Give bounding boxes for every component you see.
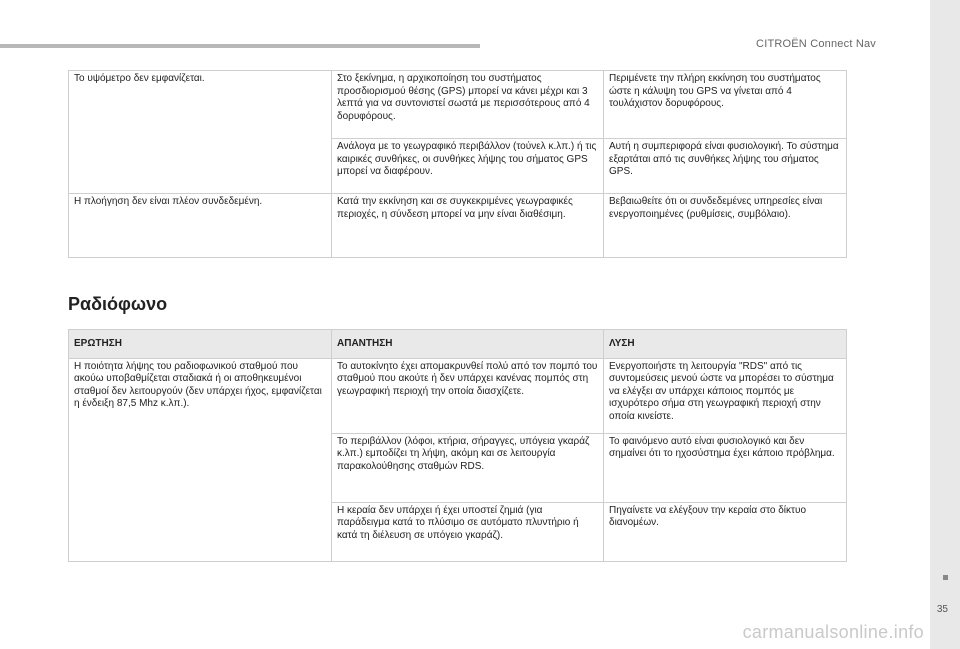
watermark: carmanualsonline.info — [742, 622, 924, 642]
answer-cell: Το αυτοκίνητο έχει απομακρυνθεί πολύ από τον πομπό του σταθμού που ακούτε ή δεν υπάρχει κανένας πομπός στη γεωγραφική περιοχή την οποία διασχίζετε. — [332, 358, 604, 433]
header-question: ΕΡΩΤΗΣΗ — [69, 330, 332, 359]
page-number: 35 — [936, 604, 948, 615]
table-row — [69, 194, 847, 258]
brand-label: CITROËN Connect Nav — [756, 38, 876, 50]
answer-cell: Το περιβάλλον (λόφοι, κτήρια, σήραγγες, υπόγεια γκαράζ κ.λπ.) εμποδίζει τη λήψη, ακόμη και σε λειτουργία παρακολούθησης σταθμών RDS. — [332, 433, 604, 502]
answer-cell: Κατά την εκκίνηση και σε συγκεκριμένες γεωγραφικές περιοχές, η σύνδεση μπορεί να μην είναι διαθέσιμη. — [332, 194, 604, 258]
page-marker-icon — [943, 575, 948, 580]
header-solution: ΛΥΣΗ — [604, 330, 847, 359]
answer-cell: Στο ξεκίνημα, η αρχικοποίηση του συστήματος προσδιορισμού θέσης (GPS) μπορεί να κάνει μέχρι και 3 λεπτά για να συντονιστεί σωστά με περισσότερους από 4 δορυφόρους. — [332, 71, 604, 139]
radio-troubleshooting-table — [68, 329, 847, 562]
question-cell: Το υψόμετρο δεν εμφανίζεται. — [69, 71, 332, 194]
header-answer: ΑΠΑΝΤΗΣΗ — [332, 330, 604, 359]
question-cell: Η ποιότητα λήψης του ραδιοφωνικού σταθμού που ακούω υποβαθμίζεται σταδιακά ή οι αποθηκευμένοι σταθμοί δεν λειτουργούν (δεν υπάρχει ήχος, εμφανίζεται η ένδειξη 87,5 Mhz κ.λπ.). — [69, 358, 332, 561]
solution-cell: Περιμένετε την πλήρη εκκίνηση του συστήματος ώστε η κάλυψη του GPS να γίνεται από 4 τουλάχιστον δορυφόρους. — [604, 71, 847, 139]
table-row — [69, 71, 847, 139]
table-header-row — [69, 330, 847, 359]
question-cell: Η πλοήγηση δεν είναι πλέον συνδεδεμένη. — [69, 194, 332, 258]
section-title: Ραδιόφωνο — [68, 294, 168, 314]
solution-cell: Το φαινόμενο αυτό είναι φυσιολογικό και δεν σημαίνει ότι το ηχοσύστημα έχει κάποιο πρόβλημα. — [604, 433, 847, 502]
answer-cell: Η κεραία δεν υπάρχει ή έχει υποστεί ζημιά (για παράδειγμα κατά το πλύσιμο σε αυτόματο πλυντήριο ή κατά τη διέλευση σε υπόγειο γκαράζ). — [332, 502, 604, 561]
table-row — [69, 358, 847, 433]
solution-cell: Βεβαιωθείτε ότι οι συνδεδεμένες υπηρεσίες είναι ενεργοποιημένες (ρυθμίσεις, συμβόλαιο). — [604, 194, 847, 258]
solution-cell: Ενεργοποιήστε τη λειτουργία "RDS" από τις συντομεύσεις μενού ώστε να μπορέσει το σύστημα να ελέγξει αν υπάρχει κάποιος πομπός με ισχυρότερο σήμα στη γεωγραφική περιοχή στην οποία κινείστε. — [604, 358, 847, 433]
page-edge-tab — [930, 0, 960, 649]
solution-cell: Πηγαίνετε να ελέγξουν την κεραία στο δίκτυο διανομέων. — [604, 502, 847, 561]
solution-cell: Αυτή η συμπεριφορά είναι φυσιολογική. Το σύστημα εξαρτάται από τις συνθήκες λήψης του σήματος GPS. — [604, 139, 847, 194]
answer-cell: Ανάλογα με το γεωγραφικό περιβάλλον (τούνελ κ.λπ.) ή τις καιρικές συνθήκες, οι συνθήκες λήψης του σήματος GPS μπορεί να διαφέρουν. — [332, 139, 604, 194]
header-rule — [0, 44, 480, 48]
gps-troubleshooting-table — [68, 70, 847, 258]
